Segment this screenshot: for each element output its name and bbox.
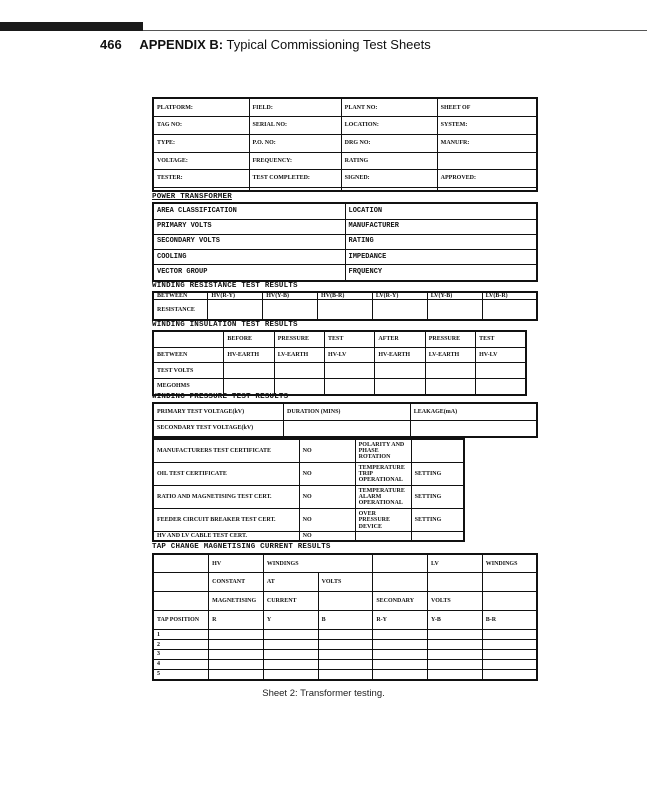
tap-value-cell — [318, 640, 373, 650]
resistance-value-cell — [208, 300, 263, 320]
tap-header: R-Y — [373, 611, 428, 630]
certificate-field: TEMPERATURE TRIP OPERATIONAL — [355, 463, 411, 486]
insulation-top-header — [153, 331, 224, 348]
resistance-value-cell — [427, 300, 482, 320]
insulation-header: HV-EARTH — [375, 348, 425, 363]
tap-header: Y-B — [428, 611, 483, 630]
insulation-value-cell — [476, 363, 526, 378]
power-transformer-field: FRQUENCY — [345, 265, 537, 281]
tap-value-cell — [428, 650, 483, 660]
resistance-header: HV(B-R) — [318, 292, 373, 300]
info-row — [153, 170, 537, 188]
tap-value-cell — [263, 660, 318, 670]
insulation-top-header: TEST — [476, 331, 526, 348]
resistance-value-cell — [372, 300, 427, 320]
insulation-header: BETWEEN — [153, 348, 224, 363]
info-field: MANUFR: — [437, 134, 537, 152]
pressure-field: SECONDARY TEST VOLTAGE(kV) — [153, 420, 284, 437]
tap-hv-label: HV — [209, 554, 264, 573]
insulation-top-header: AFTER — [375, 331, 425, 348]
certificate-field: HV AND LV CABLE TEST CERT. — [153, 532, 299, 541]
tap-value-cell — [209, 650, 264, 660]
tap-value-cell — [263, 669, 318, 680]
tap-magnetising: MAGNETISING — [209, 592, 264, 611]
insulation-row — [153, 363, 526, 378]
info-field: SHEET OF — [437, 98, 537, 117]
insulation-row-label: TEST VOLTS — [153, 363, 224, 378]
certificate-field: SETTING — [411, 486, 464, 509]
info-row — [153, 117, 537, 135]
info-row — [153, 152, 537, 170]
power-transformer-field: AREA CLASSIFICATION — [153, 203, 345, 219]
tap-value-cell — [373, 630, 428, 640]
tap-header: Y — [263, 611, 318, 630]
info-field: FIELD: — [249, 98, 341, 117]
appendix-title: Typical Commissioning Test Sheets — [226, 37, 431, 52]
certificate-row — [153, 463, 464, 486]
certificate-field: FEEDER CIRCUIT BREAKER TEST CERT. — [153, 509, 299, 532]
power-transformer-field: PRIMARY VOLTS — [153, 219, 345, 234]
tap-position-row — [153, 650, 537, 660]
certificate-field: NO — [299, 439, 355, 463]
figure-caption: Sheet 2: Transformer testing. — [262, 688, 385, 699]
tap-position-label: 5 — [153, 669, 209, 680]
power-transformer-row — [153, 219, 537, 234]
pressure-field: PRIMARY TEST VOLTAGE(kV) — [153, 403, 284, 420]
certificate-field: NO — [299, 486, 355, 509]
winding-pressure-block — [152, 402, 538, 438]
info-field: TESTER: — [153, 170, 249, 188]
certificate-row — [153, 486, 464, 509]
tap-position-label: 4 — [153, 660, 209, 670]
pressure-field: DURATION (MINS) — [284, 403, 411, 420]
certificate-field: OIL TEST CERTIFICATE — [153, 463, 299, 486]
info-field: RATING — [341, 152, 437, 170]
resistance-value-cell — [482, 300, 537, 320]
info-field: TEST COMPLETED: — [249, 170, 341, 188]
tap-lv-label: LV — [428, 554, 483, 573]
tap-position-row — [153, 640, 537, 650]
insulation-value-cell — [224, 363, 274, 378]
winding-insulation-block — [152, 330, 527, 396]
tap-value-cell — [209, 630, 264, 640]
power-transformer-row — [153, 265, 537, 281]
tap-value-cell — [209, 660, 264, 670]
insulation-top-header: PRESSURE — [274, 331, 324, 348]
power-transformer-field: LOCATION — [345, 203, 537, 219]
tap-value-cell — [263, 650, 318, 660]
tap-value-cell — [318, 669, 373, 680]
tap-value-cell — [318, 630, 373, 640]
tap-hv-windings: WINDINGS — [263, 554, 372, 573]
certificate-field: SETTING — [411, 463, 464, 486]
tap-header: B-R — [482, 611, 537, 630]
info-row — [153, 98, 537, 117]
info-field: SYSTEM: — [437, 117, 537, 135]
insulation-header-row — [153, 348, 526, 363]
section-title-winding-insulation: WINDING INSULATION TEST RESULTS — [152, 321, 298, 329]
pressure-field — [410, 420, 537, 437]
appendix-label: APPENDIX B: — [139, 37, 224, 52]
insulation-top-header: BEFORE — [224, 331, 274, 348]
tap-current: CURRENT — [263, 592, 318, 611]
tap-value-cell — [373, 640, 428, 650]
info-field: TAG NO: — [153, 117, 249, 135]
insulation-top-header-row — [153, 331, 526, 348]
tap-value-cell — [428, 669, 483, 680]
info-field: VOLTAGE: — [153, 152, 249, 170]
tap-header: B — [318, 611, 373, 630]
insulation-value-cell — [375, 378, 425, 395]
tap-volts-2: VOLTS — [428, 592, 483, 611]
tap-value-cell — [318, 650, 373, 660]
power-transformer-field: COOLING — [153, 250, 345, 265]
insulation-header: HV-EARTH — [224, 348, 274, 363]
certificate-row — [153, 532, 464, 541]
resistance-header: LV(Y-B) — [427, 292, 482, 300]
section-title-winding-resistance: WINDING RESISTANCE TEST RESULTS — [152, 282, 298, 290]
certificate-row — [153, 439, 464, 463]
power-transformer-field: SECONDARY VOLTS — [153, 234, 345, 249]
info-field: PLANT NO: — [341, 98, 437, 117]
insulation-header: HV-LV — [476, 348, 526, 363]
power-transformer-field: VECTOR GROUP — [153, 265, 345, 281]
tap-position-row — [153, 669, 537, 680]
tap-lv-windings: WINDINGS — [482, 554, 537, 573]
tap-value-cell — [482, 650, 537, 660]
tap-at: AT — [263, 573, 318, 592]
tap-value-cell — [373, 650, 428, 660]
tap-position-label: 2 — [153, 640, 209, 650]
power-transformer-field: MANUFACTURER — [345, 219, 537, 234]
certificate-field: SETTING — [411, 509, 464, 532]
resistance-row — [153, 300, 537, 320]
certificate-field: OVER PRESSURE DEVICE — [355, 509, 411, 532]
power-transformer-row — [153, 234, 537, 249]
insulation-top-header: PRESSURE — [425, 331, 475, 348]
info-block — [152, 97, 538, 192]
insulation-value-cell — [325, 363, 375, 378]
tap-value-cell — [263, 630, 318, 640]
resistance-header: HV(Y-B) — [263, 292, 318, 300]
resistance-header: HV(R-Y) — [208, 292, 263, 300]
insulation-header: LV-EARTH — [274, 348, 324, 363]
insulation-header: HV-LV — [325, 348, 375, 363]
tap-change-block — [152, 553, 538, 681]
info-field — [437, 152, 537, 170]
certificate-row — [153, 509, 464, 532]
pressure-row — [153, 403, 537, 420]
certificate-field — [411, 439, 464, 463]
info-field: SIGNED: — [341, 170, 437, 188]
resistance-header: LV(B-R) — [482, 292, 537, 300]
resistance-header: BETWEEN — [153, 292, 208, 300]
tap-value-cell — [482, 640, 537, 650]
info-field: DRG NO: — [341, 134, 437, 152]
power-transformer-row — [153, 203, 537, 219]
info-field: TYPE: — [153, 134, 249, 152]
header-bar — [0, 22, 143, 31]
info-field: LOCATION: — [341, 117, 437, 135]
tap-value-cell — [428, 640, 483, 650]
insulation-value-cell — [325, 378, 375, 395]
resistance-label: RESISTANCE — [153, 300, 208, 320]
resistance-value-cell — [318, 300, 373, 320]
tap-constant: CONSTANT — [209, 573, 264, 592]
tap-position-label: 1 — [153, 630, 209, 640]
pressure-field — [284, 420, 411, 437]
tap-position-label: 3 — [153, 650, 209, 660]
tap-position-row — [153, 660, 537, 670]
tap-value-cell — [263, 640, 318, 650]
info-table — [152, 97, 538, 192]
info-field — [341, 187, 437, 191]
tap-value-cell — [209, 669, 264, 680]
certificate-field — [411, 532, 464, 541]
tap-value-cell — [482, 669, 537, 680]
insulation-value-cell — [274, 363, 324, 378]
certificate-field: POLARITY AND PHASE ROTATION — [355, 439, 411, 463]
certificate-field: NO — [299, 532, 355, 541]
tap-value-cell — [482, 660, 537, 670]
section-title-winding-pressure: WINDING PRESSURE TEST RESULTS — [152, 393, 289, 401]
pressure-row — [153, 420, 537, 437]
info-field: PLATFORM: — [153, 98, 249, 117]
certificate-field: NO — [299, 509, 355, 532]
tap-value-cell — [428, 630, 483, 640]
section-title-power-transformer: POWER TRANSFORMER — [152, 193, 232, 201]
insulation-value-cell — [425, 363, 475, 378]
certificate-field — [355, 532, 411, 541]
power-transformer-field: RATING — [345, 234, 537, 249]
tap-value-cell — [373, 669, 428, 680]
info-field: FREQUENCY: — [249, 152, 341, 170]
tap-secondary: SECONDARY — [373, 592, 428, 611]
header-rule — [143, 30, 647, 31]
certificate-field: TEMPERATURE ALARM OPERATIONAL — [355, 486, 411, 509]
running-header — [100, 37, 431, 52]
pressure-field: LEAKAGE(mA) — [410, 403, 537, 420]
resistance-value-cell — [263, 300, 318, 320]
certificate-field: MANUFACTURERS TEST CERTIFICATE — [153, 439, 299, 463]
insulation-value-cell — [476, 378, 526, 395]
page-number: 466 — [100, 37, 122, 52]
info-row — [153, 134, 537, 152]
power-transformer-row — [153, 250, 537, 265]
power-transformer-field: IMPEDANCE — [345, 250, 537, 265]
insulation-value-cell — [375, 363, 425, 378]
insulation-top-header: TEST — [325, 331, 375, 348]
info-field — [249, 187, 341, 191]
tap-header: R — [209, 611, 264, 630]
winding-resistance-block — [152, 291, 538, 321]
tap-header: TAP POSITION — [153, 611, 209, 630]
insulation-header: LV-EARTH — [425, 348, 475, 363]
insulation-value-cell — [425, 378, 475, 395]
info-field — [437, 187, 537, 191]
info-field: P.O. NO: — [249, 134, 341, 152]
certificate-field: NO — [299, 463, 355, 486]
resistance-header: LV(R-Y) — [372, 292, 427, 300]
info-field: SERIAL NO: — [249, 117, 341, 135]
certificates-block — [152, 438, 465, 542]
tap-value-cell — [373, 660, 428, 670]
tap-value-cell — [428, 660, 483, 670]
insulation-row-label: MEGOHMS — [153, 378, 224, 395]
tap-value-cell — [482, 630, 537, 640]
tap-volts: VOLTS — [318, 573, 373, 592]
info-field — [153, 187, 249, 191]
section-title-tap-change: TAP CHANGE MAGNETISING CURRENT RESULTS — [152, 543, 331, 551]
certificate-field: RATIO AND MAGNETISING TEST CERT. — [153, 486, 299, 509]
tap-value-cell — [209, 640, 264, 650]
tap-value-cell — [318, 660, 373, 670]
tap-position-row — [153, 630, 537, 640]
info-row — [153, 187, 537, 191]
test-sheet — [152, 97, 540, 685]
power-transformer-block — [152, 202, 538, 282]
info-field: APPROVED: — [437, 170, 537, 188]
